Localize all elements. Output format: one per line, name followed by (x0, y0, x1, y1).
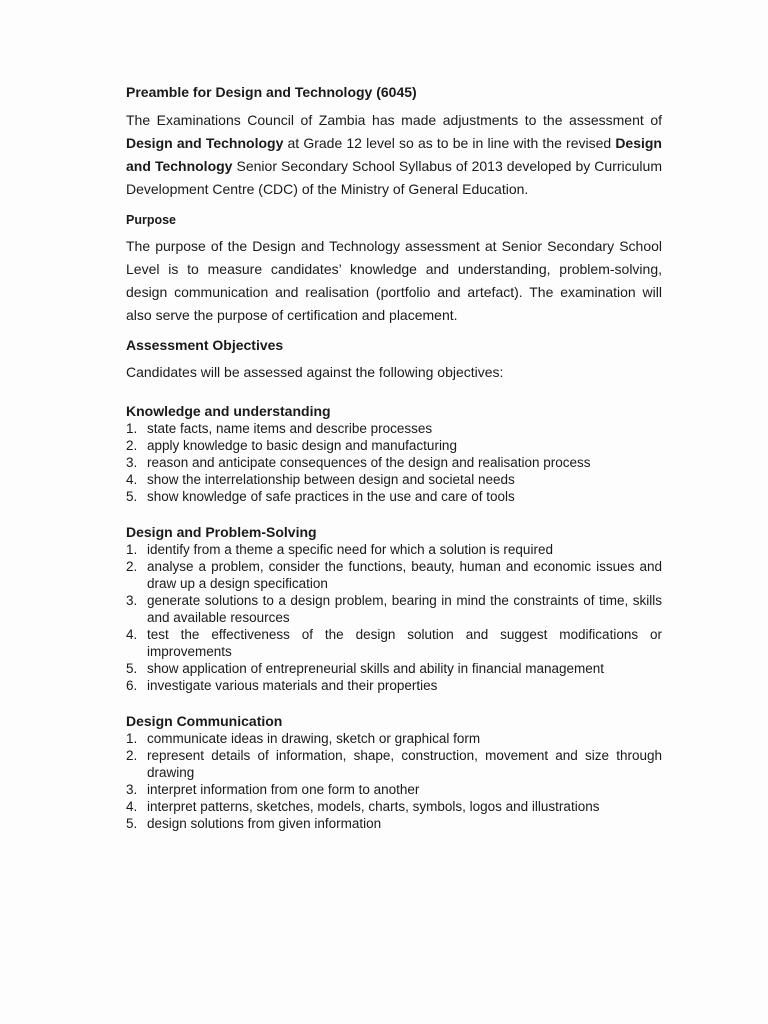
list-item-text: show knowledge of safe practices in the use and care of tools (147, 489, 515, 504)
intro-bold-2: Design and Technology (126, 135, 662, 174)
list-item-text: show application of entrepreneurial skills and ability in financial management (147, 661, 605, 676)
list-item (126, 660, 662, 677)
design-communication-heading: Design Communication (126, 713, 283, 729)
list-item-number: 2. (126, 559, 138, 574)
list-item-text: generate solutions to a design problem, bearing in mind the constraints of time, skills and available resources (147, 593, 662, 625)
knowledge-list (126, 420, 662, 505)
list-item (126, 781, 662, 798)
list-item-text: represent details of information, shape, construction, movement and size through drawing (147, 748, 662, 780)
list-item-text: investigate various materials and their properties (147, 678, 438, 693)
list-item-number: 1. (126, 421, 138, 436)
document-content (126, 84, 662, 832)
list-item-text: communicate ideas in drawing, sketch or graphical form (147, 731, 481, 746)
list-item-number: 6. (126, 678, 138, 693)
design-communication-list (126, 730, 662, 832)
list-item-number: 1. (126, 731, 138, 746)
list-item-text: apply knowledge to basic design and manufacturing (147, 438, 457, 453)
problem-solving-list (126, 541, 662, 694)
intro-bold-1: Design and Technology (126, 135, 284, 151)
list-item-number: 2. (126, 748, 138, 763)
list-item-text: test the effectiveness of the design solution and suggest modifications or improvements (147, 627, 662, 659)
list-item (126, 454, 662, 471)
document-title: Preamble for Design and Technology (6045) (126, 84, 417, 100)
list-item (126, 677, 662, 694)
list-item (126, 592, 662, 626)
list-item-text: design solutions from given information (147, 816, 382, 831)
list-item (126, 420, 662, 437)
list-item-number: 5. (126, 816, 138, 831)
list-item (126, 471, 662, 488)
list-item-number: 2. (126, 438, 138, 453)
list-item-number: 3. (126, 782, 138, 797)
list-item (126, 437, 662, 454)
list-item-number: 3. (126, 593, 138, 608)
list-item-text: reason and anticipate consequences of the design and realisation process (147, 455, 591, 470)
list-item (126, 488, 662, 505)
intro-paragraph (126, 109, 662, 201)
assessment-objectives-heading: Assessment Objectives (126, 337, 284, 353)
intro-text-3: Senior Secondary School Syllabus of 2013 developed by Curriculum Development Centre (CDC) of the Ministry of General Education. (126, 158, 662, 197)
assessment-intro: Candidates will be assessed against the following objectives: (126, 364, 504, 380)
list-item (126, 815, 662, 832)
list-item-number: 4. (126, 472, 138, 487)
list-item-text: show the interrelationship between design and societal needs (147, 472, 515, 487)
list-item-text: interpret information from one form to another (147, 782, 420, 797)
list-item (126, 541, 662, 558)
purpose-heading: Purpose (126, 213, 177, 227)
list-item-number: 5. (126, 661, 138, 676)
list-item (126, 798, 662, 815)
list-item-text: identify from a theme a specific need for which a solution is required (147, 542, 553, 557)
list-item-text: state facts, name items and describe processes (147, 421, 433, 436)
purpose-paragraph: The purpose of the Design and Technology assessment at Senior Secondary School Level is to measure candidates’ knowledge and understanding, problem-solving, design communication and realisation (portfolio and artefact). The examination will also serve the purpose of certification and placement. (126, 238, 662, 323)
list-item-number: 5. (126, 489, 138, 504)
list-item-text: interpret patterns, sketches, models, charts, symbols, logos and illustrations (147, 799, 600, 814)
list-item-text: analyse a problem, consider the functions, beauty, human and economic issues and draw up a design specification (147, 559, 662, 591)
intro-text-1: The Examinations Council of Zambia has made adjustments to the assessment of (126, 112, 662, 128)
intro-text-2: at Grade 12 level so as to be in line with the revised (283, 135, 616, 151)
list-item (126, 747, 662, 781)
problem-solving-heading: Design and Problem-Solving (126, 524, 317, 540)
list-item-number: 1. (126, 542, 138, 557)
list-item (126, 730, 662, 747)
list-item (126, 558, 662, 592)
knowledge-heading: Knowledge and understanding (126, 403, 331, 419)
list-item-number: 4. (126, 627, 138, 642)
list-item-number: 3. (126, 455, 138, 470)
list-item (126, 626, 662, 660)
list-item-number: 4. (126, 799, 138, 814)
